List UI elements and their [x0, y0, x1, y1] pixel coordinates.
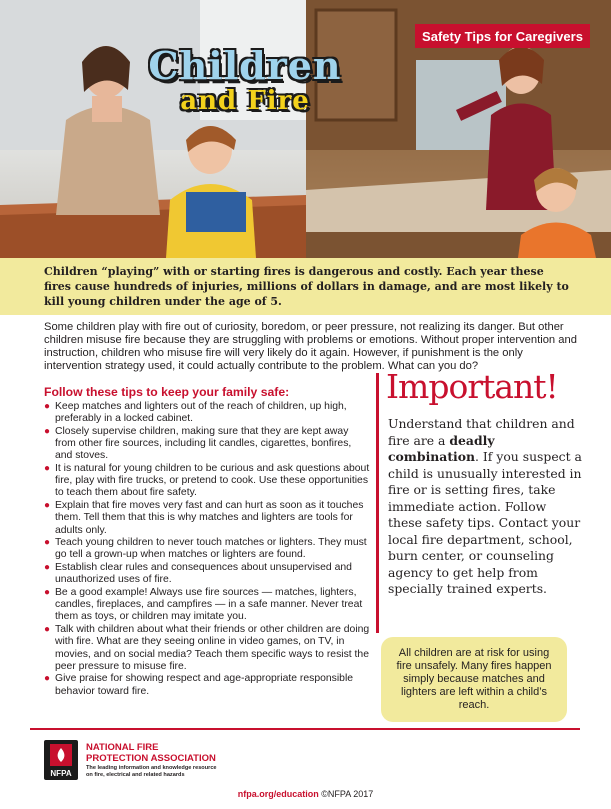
footer-divider — [30, 728, 580, 730]
intro-band — [0, 258, 611, 315]
intro-text: Children “playing” with or starting fires is dangerous and costly. Each year these fires cause hundreds of injuries, millions of dollars in damage, and are most likely to kill young children under the age of 5. — [44, 265, 569, 308]
nfpa-logo-text: NFPA — [50, 769, 72, 778]
list-item — [44, 587, 370, 624]
tip-text: Establish clear rules and consequences about unsupervised and unauthorized uses of fire. — [55, 562, 352, 586]
risk-callout — [381, 637, 567, 722]
copyright: ©NFPA 2017 — [321, 789, 374, 799]
tips-heading: Follow these tips to keep your family safe: — [44, 385, 290, 399]
list-item — [44, 500, 370, 537]
tip-text: Give praise for showing respect and age-appropriate responsible behavior toward fire. — [55, 673, 354, 697]
tips-list — [44, 401, 370, 698]
title-line-children: Children — [148, 43, 342, 88]
footer-url-line — [0, 789, 611, 799]
org-name-line1: NATIONAL FIRE — [86, 742, 159, 753]
bullet-icon: ● — [44, 425, 51, 437]
bullet-icon: ● — [44, 463, 51, 475]
org-tagline-line2: on fire, electrical and related hazards — [86, 772, 185, 778]
risk-callout-text: All children are at risk for using fire unsafely. Many fires happen simply because matches and lighters are left within a child’s reach. — [396, 647, 552, 711]
list-item — [44, 673, 370, 697]
bullet-icon: ● — [44, 624, 51, 636]
org-tagline — [86, 765, 276, 779]
important-heading: Important! — [386, 367, 558, 406]
tip-text: Explain that fire moves very fast and can hurt as soon as it touches them. Tell them that this is why matches and lighters are tools for adults only. — [55, 500, 364, 536]
org-tagline-line1: The leading information and knowledge resource — [86, 765, 217, 771]
bullet-icon: ● — [44, 500, 51, 512]
title-line-and-fire: and Fire — [180, 86, 310, 116]
bullet-icon: ● — [44, 401, 51, 412]
list-item — [44, 562, 370, 586]
safety-tips-badge: Safety Tips for Caregivers — [415, 24, 590, 48]
tip-text: It is natural for young children to be curious and ask questions about fire, play with fire trucks, or pretend to cook. Use these opportunities to teach them about fire safety. — [55, 463, 370, 499]
important-divider — [376, 373, 379, 633]
important-text-emphasis: deadly combination — [388, 432, 495, 464]
list-item — [44, 537, 370, 561]
nfpa-education-link[interactable]: nfpa.org/education — [237, 789, 319, 799]
bullet-icon: ● — [44, 537, 51, 549]
list-item — [44, 426, 370, 463]
important-text-rest: . If you suspect a child is unusually interested in fire or is setting fires, take immediate action. Follow these safety tips. Contact your local fire department, school, burn center, or counseling agency to get help from specially trained experts. — [388, 449, 582, 596]
photo-mother-and-son-table — [0, 0, 306, 258]
tip-text: Teach young children to never touch matches or lighters. They must go tell a grown-up when matches or lighters are found. — [55, 537, 367, 561]
bullet-icon: ● — [44, 562, 51, 574]
org-name — [86, 742, 266, 764]
tip-text: Talk with children about what their friends or other children are doing with fire. What are they seeing online in video games, on TV, in movies, and on social media? Teach them specific ways to resist the peer pressure to misuse fire. — [55, 624, 370, 672]
bullet-icon: ● — [44, 587, 51, 599]
tip-text: Closely supervise children, making sure that they are kept away from other fire sources, including lit candles, cigarettes, bonfires, and stoves. — [55, 425, 352, 462]
list-item — [44, 624, 370, 673]
tip-text: Be a good example! Always use fire sources — matches, lighters, candles, fireplaces, and campfires — in a safe manner. Never treat them as toys, or children may imitate you. — [55, 587, 363, 623]
flame-icon — [44, 740, 78, 770]
tip-text: Keep matches and lighters out of the reach of children, up high, preferably in a locked cabinet. — [55, 401, 347, 425]
nfpa-logo — [44, 740, 78, 780]
page-title — [140, 43, 350, 116]
important-text-intro: Understand that children and fire are a — [388, 416, 575, 448]
important-text — [388, 416, 584, 598]
photo-left-illustration — [0, 0, 306, 258]
org-name-line2: PROTECTION ASSOCIATION — [86, 753, 216, 764]
body-paragraph: Some children play with fire out of curiosity, boredom, or peer pressure, not realizing its danger. But other children misuse fire because they are struggling with problems or emotions. Without proper intervention and instruction, children who misuse fire will very likely do it again. However, if punishment is the only intervention strategy used, it could actually contribute to the problem. What can you do? — [44, 321, 577, 372]
bullet-icon: ● — [44, 673, 51, 685]
list-item — [44, 401, 370, 425]
list-item — [44, 463, 370, 500]
